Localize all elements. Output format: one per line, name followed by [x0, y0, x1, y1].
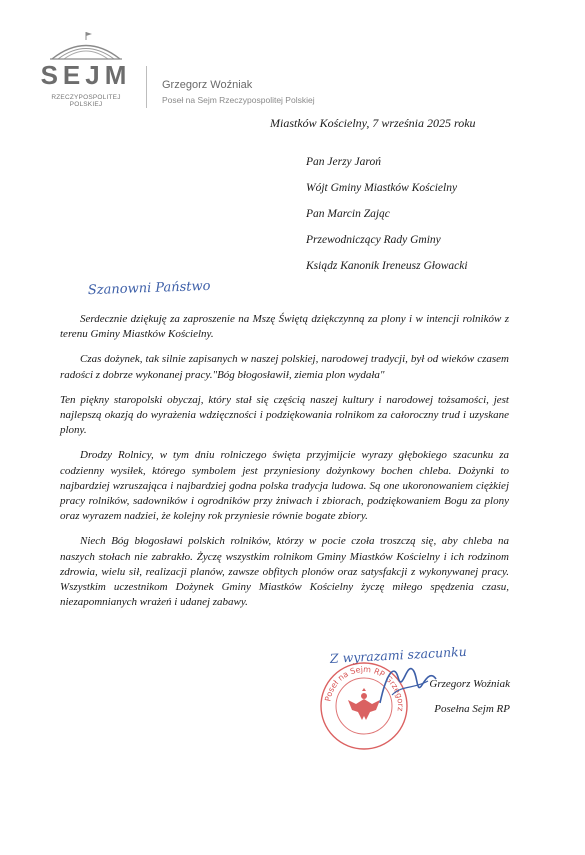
logo-subtitle: RZECZYPOSPOLITEJ POLSKIEJ: [51, 94, 121, 108]
handwritten-closing: Z wyrazami szacunku: [329, 643, 468, 666]
addressee-line: Ksiądz Kanonik Ireneusz Głowacki: [306, 260, 468, 272]
sejm-building-icon: [36, 26, 136, 62]
body-paragraph: Drodzy Rolnicy, w tym dniu rolniczego święta przyjmijcie wyrazy głębokiego szacunku za codzienny wysiłek, którego symbolem jest przyniesiony dożynkowy bochen chleba. Dożynki to najbardziej wzruszająca i najbardziej godna polska tradycja ludowa. Są one ukoronowaniem ciężkiej pracy rolników, sadowników i ogrodników przy żniwach i zbiorach, podziękowaniem Bogu za plony oraz wyrazem nadziei, że kolejny rok przyniesie równie bogate zbiory.: [60, 449, 509, 523]
addressee-list: [306, 156, 556, 286]
addressee-line: Przewodniczący Rady Gminy: [306, 234, 441, 246]
addressee-line: Pan Jerzy Jaroń: [306, 156, 381, 168]
signature-title: Posełna Sejm RP: [434, 703, 510, 715]
stamp-text: Poseł na Sejm RP Grzegorz: [323, 664, 406, 712]
handwritten-greeting: Szanowni Państwo: [87, 278, 211, 299]
addressee-line: Wójt Gminy Miastków Kościelny: [306, 182, 458, 194]
body-paragraph: Niech Bóg błogosławi polskich rolników, którzy w pocie czoła troszczą się, aby chleba na naszych stołach nie zabrakło. Życzę wszystkim rolnikom Gminy Miastków Kościelny i ich rodzinom zdrowia, wielu sił, realizacji planów, zawsze obfitych plonów oraz satysfakcji z wykonywanej pracy. Wszystkim uczestnikom Dożynek Gminy Miastków Kościelny życzę miłego spędzenia czasu, niezapomnianych wrażeń i udanej zabawy.: [60, 535, 509, 609]
letter-body: [60, 312, 509, 620]
author-title: Poseł na Sejm Rzeczypospolitej Polskiej: [162, 95, 315, 105]
body-paragraph: Serdecznie dziękuję za zaproszenie na Mszę Świętą dziękczynną za plony i w intencji rolników z terenu Gminy Miastków Kościelny.: [60, 313, 509, 341]
author-name: Grzegorz Woźniak: [162, 79, 253, 91]
logo-word: SEJM: [40, 60, 132, 90]
place-date: Miastków Kościelny, 7 września 2025 roku: [270, 116, 476, 130]
signature-name: Grzegorz Woźniak: [429, 678, 510, 690]
sejm-logo: [36, 26, 136, 108]
body-paragraph: Ten piękny staropolski obyczaj, który stał się częścią naszej kultury i narodowej tożsamości, jest najlepszą okazją do wyrażenia wdzięczności i podziękowania rolnikom za całoroczny trud i uzyskane plony.: [60, 393, 509, 437]
addressee-line: Pan Marcin Zając: [306, 208, 390, 220]
body-paragraph: Czas dożynek, tak silnie zapisanych w naszej polskiej, narodowej tradycji, był od wieków czasem radości z dobrze wykonanej pracy."Bóg błogosławił, ziemia plon wydała": [60, 353, 509, 381]
letterhead-divider: [146, 66, 147, 108]
